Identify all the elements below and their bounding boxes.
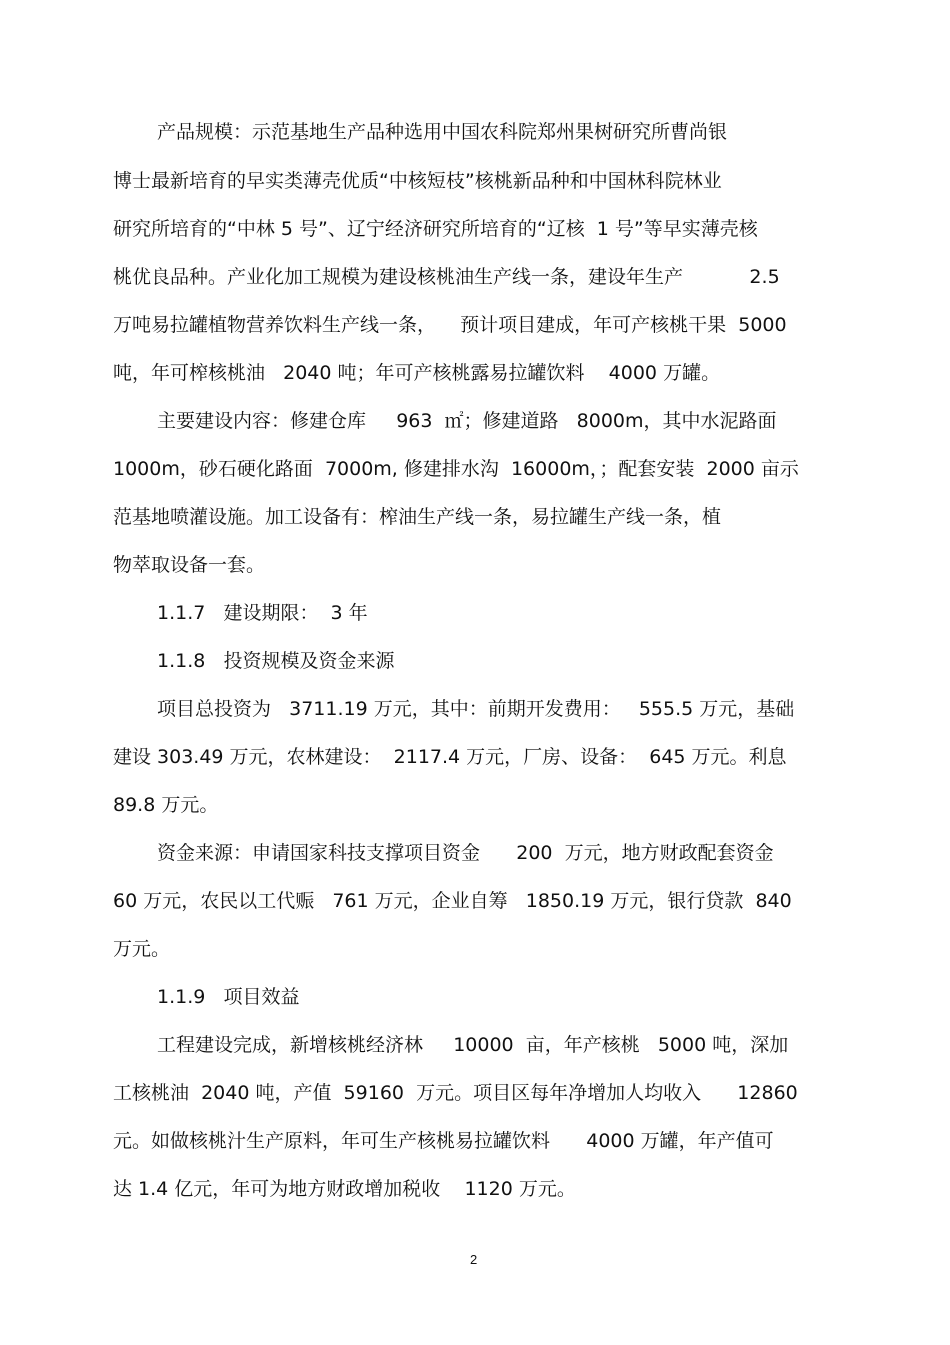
text-line: 60 万元，农民以工代赈 761 万元，企业自筹 1850.19 万元，银行贷款 840 — [113, 890, 792, 912]
section-heading: 1.1.7 建设期限： 3 年 — [157, 602, 368, 624]
text-line: 物萃取设备一套。 — [113, 554, 266, 576]
section-heading: 1.1.9 项目效益 — [157, 986, 300, 1008]
text-line: 工程建设完成，新增核桃经济林 10000 亩，年产核桃 5000 吨，深加 — [157, 1034, 789, 1056]
text-line: 博士最新培育的早实类薄壳优质“中核短枝”核桃新品种和中国林科院林业 — [113, 170, 722, 192]
text-line: 89.8 万元。 — [113, 794, 219, 816]
text-line: 达 1.4 亿元，年可为地方财政增加税收 1120 万元。 — [113, 1178, 576, 1200]
text-line: 1000m，砂石硬化路面 7000m, 修建排水沟 16000m，；配套安装 2000 亩示 — [113, 458, 799, 480]
text-line: 万元。 — [113, 938, 171, 960]
text-line: 研究所培育的“中林 5 号”、辽宁经济研究所培育的“辽核 1 号”等早实薄壳核 — [113, 218, 758, 240]
text-line: 元。如做核桃汁生产原料，年可生产核桃易拉罐饮料 4000 万罐，年产值可 — [113, 1130, 774, 1152]
text-line: 项目总投资为 3711.19 万元，其中：前期开发费用： 555.5 万元，基础 — [157, 698, 795, 720]
text-line: 建设 303.49 万元，农林建设： 2117.4 万元，厂房、设备： 645 万元。利息 — [113, 746, 787, 768]
text-line: 万吨易拉罐植物营养饮料生产线一条， 预计项目建成，年可产核桃干果 5000 — [113, 314, 787, 336]
text-line: 范基地喷灌设施。加工设备有：榨油生产线一条，易拉罐生产线一条，植 — [113, 506, 722, 528]
page-number: 2 — [470, 1252, 478, 1267]
text-line: 主要建设内容：修建仓库 963 ㎡；修建道路 8000m，其中水泥路面 — [157, 410, 777, 432]
text-line: 工核桃油 2040 吨，产值 59160 万元。项目区每年净增加人均收入 12860 — [113, 1082, 798, 1104]
text-line: 吨，年可榨核桃油 2040 吨；年可产核桃露易拉罐饮料 4000 万罐。 — [113, 362, 721, 384]
text-line: 桃优良品种。产业化加工规模为建设核桃油生产线一条，建设年生产 2.5 — [113, 266, 780, 288]
text-line: 资金来源：申请国家科技支撑项目资金 200 万元，地方财政配套资金 — [157, 842, 774, 864]
section-heading: 1.1.8 投资规模及资金来源 — [157, 650, 395, 672]
text-line: 产品规模：示范基地生产品种选用中国农科院郑州果树研究所曹尚银 — [157, 121, 728, 143]
